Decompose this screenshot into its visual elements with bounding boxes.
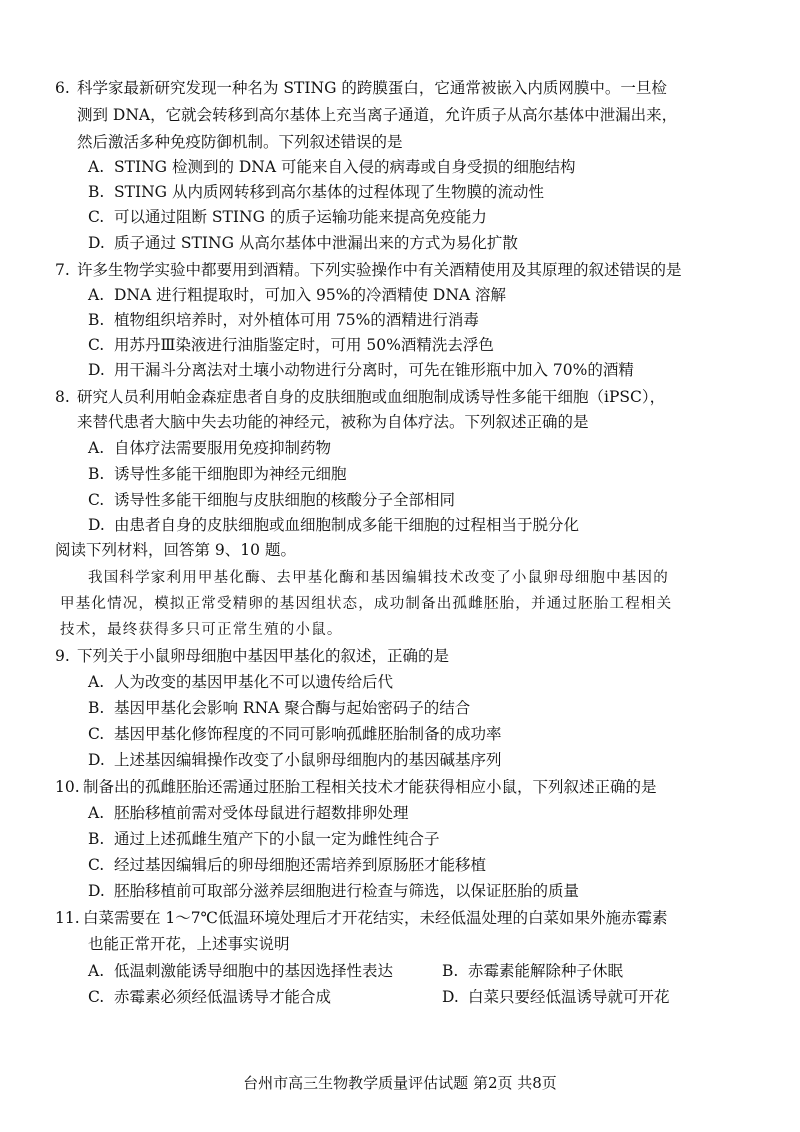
q11-option-d: D. 白菜只要经低温诱导就可开花 xyxy=(442,988,670,1006)
q11-option-b: B. 赤霉素能解除种子休眠 xyxy=(442,962,624,980)
q11-option-a: A. 低温刺激能诱导细胞中的基因选择性表达 xyxy=(88,962,394,980)
q7-stem-line-1: 7. 许多生物学实验中都要用到酒精。下列实验操作中有关酒精使用及其原理的叙述错误的是 xyxy=(55,261,682,279)
q10-stem-line-1: 10. 制备出的孤雌胚胎还需通过胚胎工程相关技术才能获得相应小鼠，下列叙述正确的是 xyxy=(55,778,657,796)
q9-option-b: B. 基因甲基化会影响 RNA 聚合酶与起始密码子的结合 xyxy=(88,699,471,717)
q10-option-b: B. 通过上述孤雌生殖产下的小鼠一定为雌性纯合子 xyxy=(88,830,440,848)
q7-option-b: B. 植物组织培养时，对外植体可用 75%的酒精进行消毒 xyxy=(88,311,479,329)
q8-option-d: D. 由患者自身的皮肤细胞或血细胞制成多能干细胞的过程相当于脱分化 xyxy=(88,516,580,534)
q8-stem-line-2: 来替代患者大脑中失去功能的神经元，被称为自体疗法。下列叙述正确的是 xyxy=(77,413,589,431)
q6-option-b: B. STING 从内质网转移到高尔基体的过程体现了生物膜的流动性 xyxy=(88,183,544,201)
reading-intro: 阅读下列材料，回答第 9、10 题。 xyxy=(55,541,296,559)
q11-number: 11. xyxy=(55,909,80,927)
material-line-3: 技术，最终获得多只可正常生殖的小鼠。 xyxy=(60,622,343,638)
q10-option-c: C. 经过基因编辑后的卵母细胞还需培养到原肠胚才能移植 xyxy=(88,856,487,874)
q6-stem-line-1: 6. 科学家最新研究发现一种名为 STING 的跨膜蛋白，它通常被嵌入内质网膜中。一旦检 xyxy=(55,79,667,97)
q7-option-c: C. 用苏丹Ⅲ染液进行油脂鉴定时，可用 50%酒精洗去浮色 xyxy=(88,336,494,354)
q8-number: 8. xyxy=(55,388,70,406)
q8-option-c: C. 诱导性多能干细胞与皮肤细胞的核酸分子全部相同 xyxy=(88,491,456,509)
q9-option-c: C. 基因甲基化修饰程度的不同可影响孤雌胚胎制备的成功率 xyxy=(88,725,502,743)
q9-stem-line-1: 9. 下列关于小鼠卵母细胞中基因甲基化的叙述，正确的是 xyxy=(55,647,450,665)
q7-option-d: D. 用干漏斗分离法对土壤小动物进行分离时，可先在锥形瓶中加入 70%的酒精 xyxy=(88,361,634,379)
page-footer: 台州市高三生物教学质量评估试题 第2页 共8页 xyxy=(243,1074,557,1092)
q6-stem-line-2: 测到 DNA，它就会转移到高尔基体上充当离子通道，允许质子从高尔基体中泄漏出来， xyxy=(77,106,678,124)
q9-option-d: D. 上述基因编辑操作改变了小鼠卵母细胞内的基因碱基序列 xyxy=(88,751,502,769)
q10-option-d: D. 胚胎移植前可取部分滋养层细胞进行检查与筛选，以保证胚胎的质量 xyxy=(88,882,580,900)
q6-option-d: D. 质子通过 STING 从高尔基体中泄漏出来的方式为易化扩散 xyxy=(88,234,518,252)
q6-number: 6. xyxy=(55,79,70,97)
material-line-2: 甲基化情况，模拟正常受精卵的基因组状态，成功制备出孤雌胚胎，并通过胚胎工程相关 xyxy=(60,596,673,612)
q11-stem-line-1: 11. 白菜需要在 1～7℃低温环境处理后才开花结实，未经低温处理的白菜如果外施赤霉素 xyxy=(55,909,668,927)
q6-option-a: A. STING 检测到的 DNA 可能来自入侵的病毒或自身受损的细胞结构 xyxy=(88,158,576,176)
q8-stem-line-1: 8. 研究人员利用帕金森症患者自身的皮肤细胞或血细胞制成诱导性多能干细胞（iPSC）， xyxy=(55,388,666,406)
q7-number: 7. xyxy=(55,261,70,279)
q11-option-c: C. 赤霉素必须经低温诱导才能合成 xyxy=(88,988,332,1006)
q8-option-b: B. 诱导性多能干细胞即为神经元细胞 xyxy=(88,465,347,483)
q10-option-a: A. 胚胎移植前需对受体母鼠进行超数排卵处理 xyxy=(88,804,409,822)
q8-option-a: A. 自体疗法需要服用免疫抑制药物 xyxy=(88,439,332,457)
q7-option-a: A. DNA 进行粗提取时，可加入 95%的冷酒精使 DNA 溶解 xyxy=(88,286,507,304)
material-line-1: 我国科学家利用甲基化酶、去甲基化酶和基因编辑技术改变了小鼠卵母细胞中基因的 xyxy=(88,570,669,586)
q11-stem-line-2: 也能正常开花，上述事实说明 xyxy=(88,935,290,953)
q6-option-c: C. 可以通过阻断 STING 的质子运输功能来提高免疫能力 xyxy=(88,208,487,226)
q9-option-a: A. 人为改变的基因甲基化不可以遗传给后代 xyxy=(88,673,394,691)
q10-number: 10. xyxy=(55,778,80,796)
q9-number: 9. xyxy=(55,647,70,665)
q6-stem-line-3: 然后激活多种免疫防御机制。下列叙述错误的是 xyxy=(77,133,403,151)
